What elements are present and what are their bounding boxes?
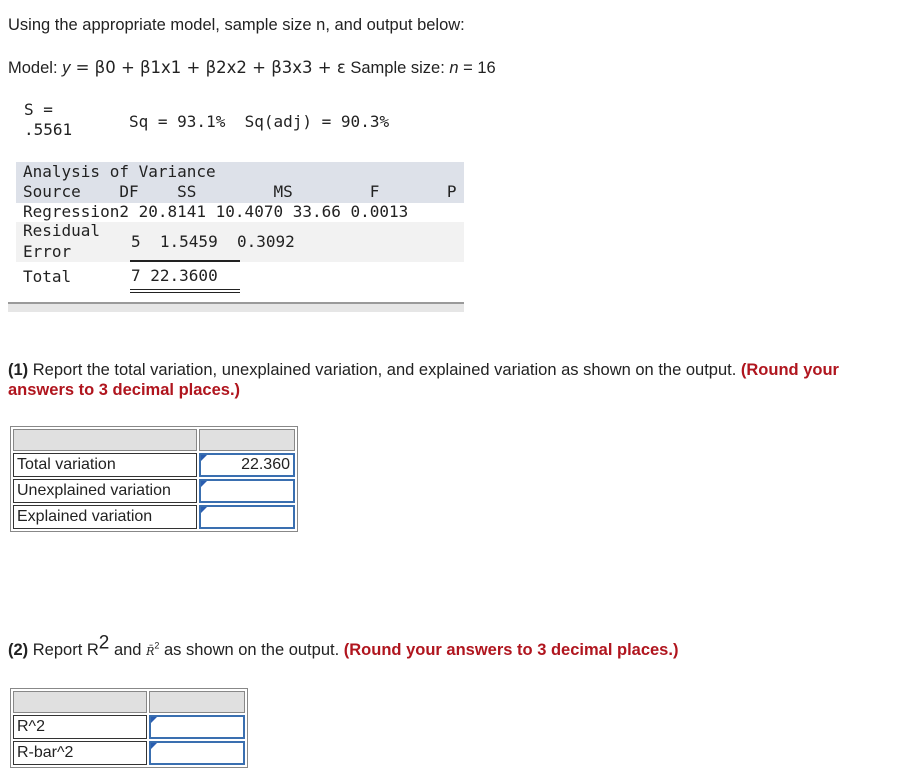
r-bar-squared-label: R-bar^2 — [13, 741, 147, 765]
q2-header-cell-value — [149, 691, 245, 713]
question-2-text-c: as shown on the output. — [159, 641, 344, 659]
anova-residual-values: 5 1.5459 0.3092 — [131, 232, 295, 251]
anova-regression-row: Regression2 20.8141 10.4070 33.66 0.0013 — [23, 202, 409, 221]
anova-header: Source DF SS MS F P — [23, 182, 457, 201]
rbar-symbol: R̄ — [146, 645, 155, 658]
total-variation-input[interactable]: 22.360 — [199, 453, 295, 477]
question-1 — [8, 360, 908, 400]
r-squared-label: R^2 — [13, 715, 147, 739]
q1-answer-table — [10, 426, 298, 532]
anova-residual-label-2: Error — [23, 242, 72, 261]
question-1-text: Report the total variation, unexplained variation, and explained variation as shown on the output. — [28, 361, 741, 379]
q1-table-header — [13, 429, 295, 451]
sample-size-label: Sample size: — [345, 59, 450, 77]
double-rule-top — [130, 289, 240, 290]
table-row — [13, 479, 295, 503]
sample-size-n: n — [449, 59, 459, 77]
q2-table-header — [13, 691, 245, 713]
double-rule-bottom — [130, 292, 240, 293]
model-y: y — [62, 59, 71, 77]
rbar-sup: 2 — [154, 640, 160, 651]
horizontal-scrollbar[interactable] — [8, 302, 464, 312]
unexplained-variation-label: Unexplained variation — [13, 479, 197, 503]
table-row — [13, 715, 245, 739]
rsq-line: Sq = 93.1% Sq(adj) = 90.3% — [129, 112, 390, 131]
explained-variation-input[interactable] — [199, 505, 295, 529]
sample-size-value: = 16 — [458, 59, 496, 77]
question-2-text-b: and — [109, 641, 147, 659]
q1-header-cell-value — [199, 429, 295, 451]
r-squared-input[interactable] — [149, 715, 245, 739]
table-row — [13, 741, 245, 765]
model-line — [8, 58, 496, 78]
anova-total-label: Total — [23, 267, 72, 286]
q2-answer-table — [10, 688, 248, 768]
intro-text: Using the appropriate model, sample size n, and output below: — [8, 16, 465, 34]
s-stat-value: .5561 — [24, 120, 73, 139]
question-1-number: (1) — [8, 361, 29, 379]
question-2-sup: 2 — [98, 632, 110, 654]
model-prefix: Model: — [8, 59, 63, 77]
anova-title: Analysis of Variance — [23, 162, 216, 181]
explained-variation-label: Explained variation — [13, 505, 197, 529]
table-row — [13, 505, 295, 529]
question-2-note: (Round your answers to 3 decimal places.) — [343, 641, 679, 659]
anova-residual-label-1: Residual — [23, 221, 101, 240]
question-2-number: (2) — [8, 641, 29, 659]
question-2-text-a: Report R — [28, 641, 99, 659]
s-stat-label: S = — [24, 100, 53, 119]
anova-total-values: 7 22.3600 — [131, 266, 218, 285]
question-1-note: (Round your answers to 3 decimal places.) — [8, 361, 839, 399]
question-2 — [8, 632, 679, 662]
q2-header-cell-label — [13, 691, 147, 713]
table-row — [13, 453, 295, 477]
q1-header-cell-label — [13, 429, 197, 451]
unexplained-variation-input[interactable] — [199, 479, 295, 503]
total-rule — [130, 260, 240, 262]
model-equation: = β0 + β1x1 + β2x2 + β3x3 + ε — [70, 58, 346, 77]
s-stat — [24, 100, 72, 140]
total-variation-label: Total variation — [13, 453, 197, 477]
r-bar-squared-input[interactable] — [149, 741, 245, 765]
